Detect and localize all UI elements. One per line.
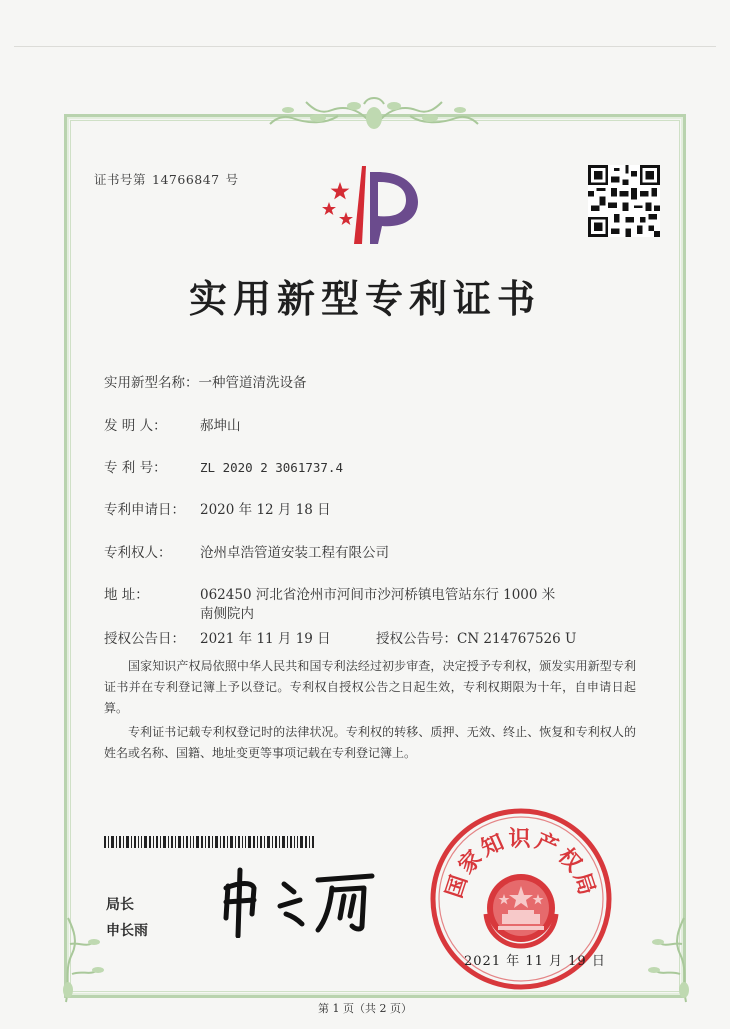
field-label: 地 址： — [104, 587, 149, 603]
certificate-number-suffix: 号 — [225, 172, 239, 187]
field-value: 沧州卓浩管道安装工程有限公司 — [200, 545, 389, 561]
field-label: 实用新型名称： — [104, 375, 199, 391]
seal-date: 2021 年 11 月 19 日 — [464, 954, 606, 969]
field-patent-number — [104, 456, 343, 476]
field-label: 专利申请日： — [104, 502, 185, 518]
certificate-number-value: 14766847 — [152, 172, 220, 187]
field-value: 2020 年 12 月 18 日 — [200, 502, 331, 518]
barcode — [104, 836, 314, 848]
field-label: 授权公告日： — [104, 631, 185, 647]
field-label: 发 明 人： — [104, 418, 167, 434]
field-label: 授权公告号： — [376, 631, 457, 647]
cnipa-logo — [318, 162, 430, 252]
field-grant-announcement-number — [376, 627, 576, 647]
signatory-name: 申长雨 — [106, 923, 148, 939]
legal-paragraph-2: 专利证书记载专利权登记时的法律状况。专利权的转移、质押、无效、终止、恢复和专利权人的姓名或名称、国籍、地址变更等事项记载在专利登记簿上。 — [104, 725, 636, 760]
field-value: 062450 河北省沧州市河间市沙河桥镇电管站东行 1000 米 — [200, 587, 556, 603]
field-application-date — [104, 498, 331, 518]
field-inventor — [104, 414, 241, 434]
field-value: CN 214767526 U — [457, 631, 577, 647]
field-utility-model-name — [104, 371, 307, 391]
field-label: 专 利 号： — [104, 460, 167, 476]
top-divider — [14, 46, 716, 47]
svg-text:国家知识产权局: 国家知识产权局 — [442, 827, 600, 902]
page-number: 第 1 页（共 2 页） — [318, 1002, 412, 1015]
bottom-right-ornament — [646, 914, 692, 1004]
qr-code — [588, 165, 660, 237]
legal-paragraph-1: 国家知识产权局依照中华人民共和国专利法经过初步审查，决定授予专利权，颁发实用新型专利证书并在专利登记簿上予以登记。专利权自授权公告之日起生效，专利权期限为十年，自申请日起算。 — [104, 659, 636, 715]
field-grant-announcement-date — [104, 627, 331, 647]
field-value: 郝坤山 — [200, 418, 241, 434]
field-value: ZL 2020 2 3061737.4 — [200, 460, 343, 475]
certificate-title: 实用新型专利证书 — [188, 276, 541, 321]
field-address — [104, 583, 555, 603]
field-value: 2021 年 11 月 19 日 — [200, 631, 331, 647]
top-floral-ornament — [268, 94, 480, 134]
field-address-line2: 南侧院内 — [200, 606, 254, 622]
bottom-left-ornament — [60, 914, 106, 1004]
field-label: 专利权人： — [104, 545, 172, 561]
certificate-number-label: 证书号第 — [94, 172, 147, 187]
field-patentee — [104, 541, 389, 561]
field-value: 一种管道清洗设备 — [198, 375, 307, 391]
signatory-role: 局长 — [106, 897, 134, 913]
handwritten-signature — [214, 866, 384, 938]
certificate-number — [94, 170, 245, 188]
